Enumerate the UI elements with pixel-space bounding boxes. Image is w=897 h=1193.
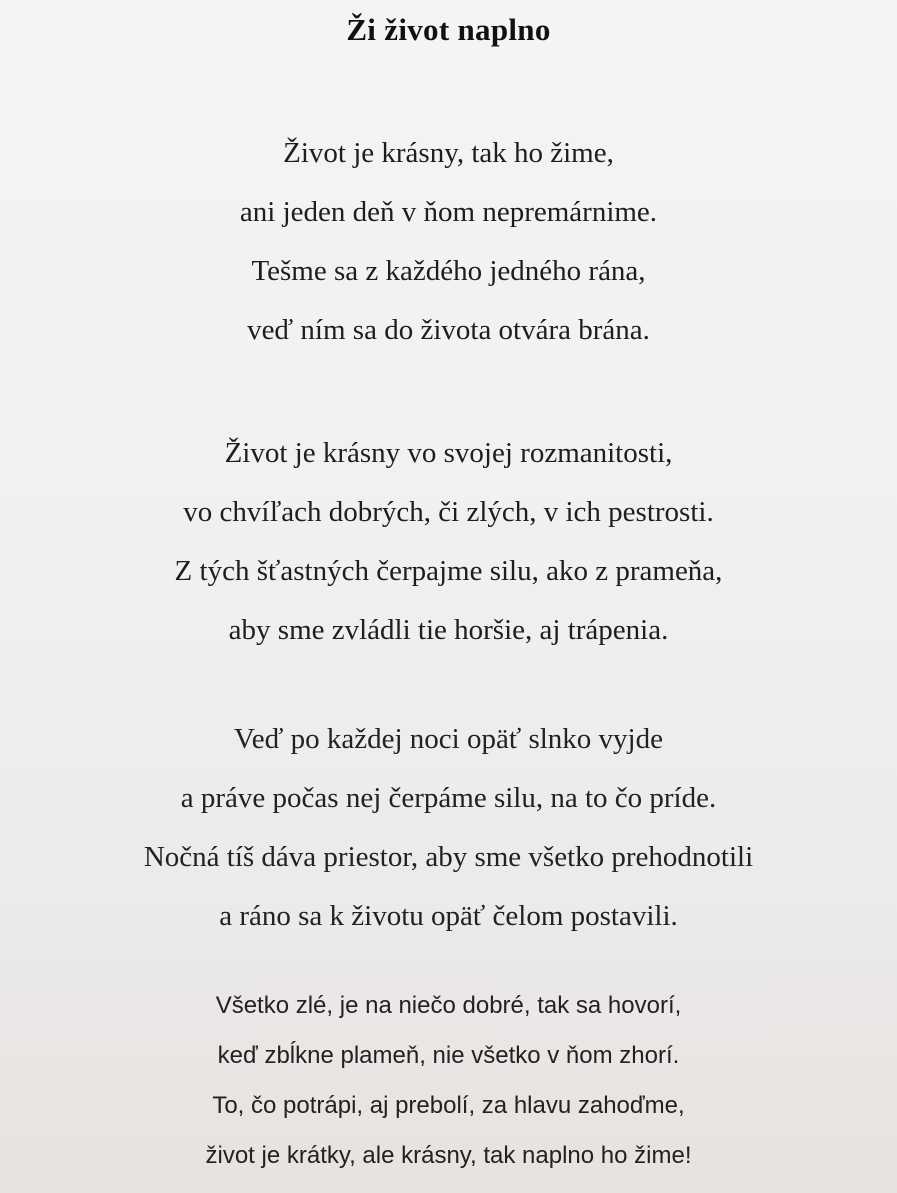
verse-line: život je krátky, ale krásny, tak naplno ho žime! (205, 1142, 692, 1169)
verse-line: a ráno sa k životu opäť čelom postavili. (219, 900, 678, 932)
verse-line: keď zbĺkne plameň, nie všetko v ňom zhorí. (217, 1042, 680, 1069)
verse-line: veď ním sa do života otvára brána. (247, 314, 650, 346)
stanza-2 (0, 424, 897, 660)
verse-line: aby sme zvládli tie horšie, aj trápenia. (228, 614, 669, 646)
verse-line: Život je krásny vo svojej rozmanitosti, (224, 437, 673, 469)
verse-line: Veď po každej noci opäť slnko vyjde (234, 723, 663, 755)
verse-line: vo chvíľach dobrých, či zlých, v ich pestrosti. (183, 496, 714, 528)
poem-title: Ži život naplno (346, 12, 551, 47)
verse-line: Tešme sa z každého jedného rána, (251, 255, 646, 287)
verse-line: Nočná tíš dáva priestor, aby sme všetko prehodnotili (143, 841, 754, 873)
stanza-1 (0, 124, 897, 360)
verse-line: ani jeden deň v ňom nepremárnime. (239, 196, 658, 228)
verse-line: To, čo potrápi, aj prebolí, za hlavu zahoďme, (212, 1092, 685, 1119)
verse-line: Život je krásny, tak ho žime, (283, 137, 614, 169)
verse-line: Všetko zlé, je na niečo dobré, tak sa hovorí, (215, 992, 682, 1019)
verse-line: a práve počas nej čerpáme silu, na to čo príde. (180, 782, 717, 814)
stanza-4 (0, 981, 897, 1181)
stanza-3 (0, 710, 897, 946)
verse-line: Z tých šťastných čerpajme silu, ako z prameňa, (174, 555, 723, 587)
